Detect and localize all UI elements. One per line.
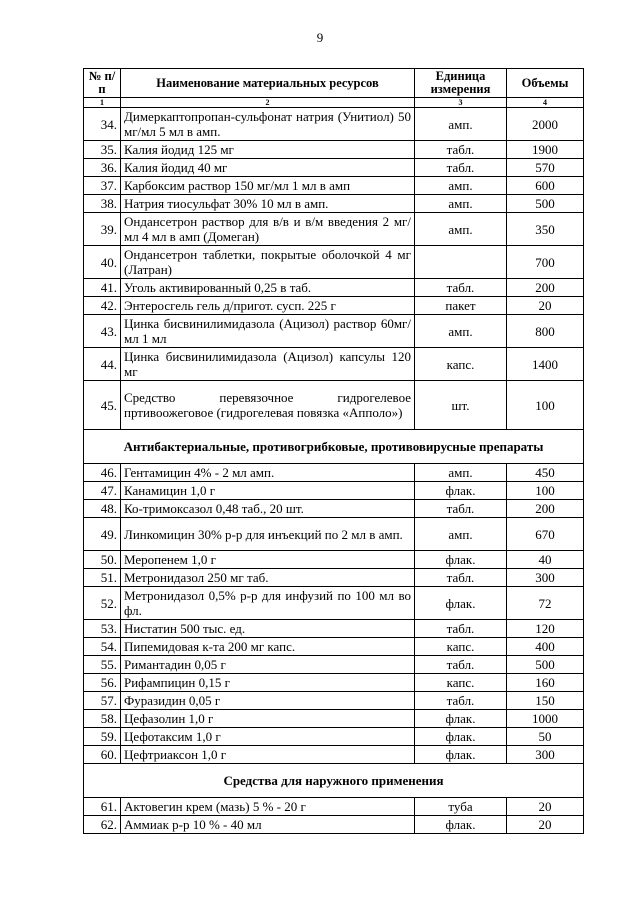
page-number: 9 bbox=[316, 30, 324, 45]
resource-name: Меропенем 1,0 г bbox=[121, 551, 415, 569]
row-number: 60. bbox=[84, 746, 121, 764]
unit-cell: амп. bbox=[415, 108, 507, 141]
table-row bbox=[84, 482, 584, 500]
table-row bbox=[84, 569, 584, 587]
volume-cell: 160 bbox=[507, 674, 584, 692]
volume-cell: 150 bbox=[507, 692, 584, 710]
resource-name: Цефотаксим 1,0 г bbox=[121, 728, 415, 746]
unit-cell: капс. bbox=[415, 674, 507, 692]
column-number: 3 bbox=[415, 98, 507, 108]
table-row bbox=[84, 213, 584, 246]
column-numbers-row bbox=[84, 98, 584, 108]
row-number: 58. bbox=[84, 710, 121, 728]
resource-name: Римантадин 0,05 г bbox=[121, 656, 415, 674]
resource-name: Нистатин 500 тыс. ед. bbox=[121, 620, 415, 638]
unit-cell: туба bbox=[415, 798, 507, 816]
row-number: 56. bbox=[84, 674, 121, 692]
resource-name: Калия йодид 40 мг bbox=[121, 159, 415, 177]
volume-cell: 500 bbox=[507, 195, 584, 213]
unit-cell: табл. bbox=[415, 569, 507, 587]
table-row bbox=[84, 464, 584, 482]
table-row bbox=[84, 746, 584, 764]
volume-cell: 500 bbox=[507, 656, 584, 674]
table-row bbox=[84, 246, 584, 279]
row-number: 57. bbox=[84, 692, 121, 710]
row-number: 55. bbox=[84, 656, 121, 674]
table-row bbox=[84, 656, 584, 674]
volume-cell: 20 bbox=[507, 297, 584, 315]
unit-cell: пакет bbox=[415, 297, 507, 315]
row-number: 41. bbox=[84, 279, 121, 297]
unit-cell: флак. bbox=[415, 551, 507, 569]
volume-cell: 800 bbox=[507, 315, 584, 348]
row-number: 47. bbox=[84, 482, 121, 500]
unit-cell: амп. bbox=[415, 518, 507, 551]
table-row bbox=[84, 798, 584, 816]
row-number: 49. bbox=[84, 518, 121, 551]
unit-cell: амп. bbox=[415, 177, 507, 195]
volume-cell: 600 bbox=[507, 177, 584, 195]
resource-name: Ондансетрон таблетки, покрытые оболочкой 4 мг (Латран) bbox=[121, 246, 415, 279]
unit-cell: амп. bbox=[415, 315, 507, 348]
unit-cell: табл. bbox=[415, 500, 507, 518]
volume-cell: 350 bbox=[507, 213, 584, 246]
volume-cell: 400 bbox=[507, 638, 584, 656]
resource-name: Калия йодид 125 мг bbox=[121, 141, 415, 159]
resource-name: Канамицин 1,0 г bbox=[121, 482, 415, 500]
resource-name: Уголь активированный 0,25 в таб. bbox=[121, 279, 415, 297]
row-number: 38. bbox=[84, 195, 121, 213]
table-row bbox=[84, 587, 584, 620]
row-number: 53. bbox=[84, 620, 121, 638]
table-row bbox=[84, 159, 584, 177]
volume-cell: 50 bbox=[507, 728, 584, 746]
row-number: 42. bbox=[84, 297, 121, 315]
volume-cell: 72 bbox=[507, 587, 584, 620]
unit-cell: флак. bbox=[415, 728, 507, 746]
unit-cell: табл. bbox=[415, 656, 507, 674]
row-number: 51. bbox=[84, 569, 121, 587]
unit-cell: амп. bbox=[415, 213, 507, 246]
column-number: 1 bbox=[84, 98, 121, 108]
table-row bbox=[84, 297, 584, 315]
resource-name: Рифампицин 0,15 г bbox=[121, 674, 415, 692]
volume-cell: 20 bbox=[507, 798, 584, 816]
table-header-row bbox=[84, 69, 584, 98]
unit-cell: флак. bbox=[415, 587, 507, 620]
volume-cell: 200 bbox=[507, 500, 584, 518]
row-number: 46. bbox=[84, 464, 121, 482]
resource-name: Натрия тиосульфат 30% 10 мл в амп. bbox=[121, 195, 415, 213]
table-row bbox=[84, 710, 584, 728]
volume-cell: 1900 bbox=[507, 141, 584, 159]
unit-cell: табл. bbox=[415, 141, 507, 159]
volume-cell: 450 bbox=[507, 464, 584, 482]
resource-name: Аммиак р-р 10 % - 40 мл bbox=[121, 816, 415, 834]
table-row bbox=[84, 518, 584, 551]
resource-name: Димеркаптопропан-сульфонат натрия (Унитиол) 50 мг/мл 5 мл в амп. bbox=[121, 108, 415, 141]
header-num: № п/п bbox=[84, 69, 121, 98]
unit-cell: табл. bbox=[415, 159, 507, 177]
unit-cell: табл. bbox=[415, 620, 507, 638]
unit-cell: амп. bbox=[415, 464, 507, 482]
row-number: 52. bbox=[84, 587, 121, 620]
resource-name: Цефазолин 1,0 г bbox=[121, 710, 415, 728]
row-number: 48. bbox=[84, 500, 121, 518]
column-number: 4 bbox=[507, 98, 584, 108]
row-number: 35. bbox=[84, 141, 121, 159]
volume-cell: 700 bbox=[507, 246, 584, 279]
resource-name: Линкомицин 30% р-р для инъекций по 2 мл в амп. bbox=[121, 518, 415, 551]
unit-cell: табл. bbox=[415, 692, 507, 710]
unit-cell: флак. bbox=[415, 816, 507, 834]
volume-cell: 100 bbox=[507, 381, 584, 430]
volume-cell: 120 bbox=[507, 620, 584, 638]
volume-cell: 20 bbox=[507, 816, 584, 834]
table-row bbox=[84, 177, 584, 195]
volume-cell: 2000 bbox=[507, 108, 584, 141]
volume-cell: 300 bbox=[507, 746, 584, 764]
volume-cell: 670 bbox=[507, 518, 584, 551]
row-number: 36. bbox=[84, 159, 121, 177]
resource-name: Цефтриаксон 1,0 г bbox=[121, 746, 415, 764]
row-number: 44. bbox=[84, 348, 121, 381]
resource-name: Ондансетрон раствор для в/в и в/м введения 2 мг/мл 4 мл в амп (Домеган) bbox=[121, 213, 415, 246]
unit-cell bbox=[415, 246, 507, 279]
resource-name: Метронидазол 250 мг таб. bbox=[121, 569, 415, 587]
volume-cell: 200 bbox=[507, 279, 584, 297]
row-number: 54. bbox=[84, 638, 121, 656]
unit-cell: флак. bbox=[415, 482, 507, 500]
resource-name: Актовегин крем (мазь) 5 % - 20 г bbox=[121, 798, 415, 816]
section-heading-row bbox=[84, 764, 584, 798]
resource-name: Цинка бисвинилимидазола (Ацизол) раствор 60мг/мл 1 мл bbox=[121, 315, 415, 348]
materials-table bbox=[83, 68, 584, 834]
unit-cell: табл. bbox=[415, 279, 507, 297]
table-row bbox=[84, 500, 584, 518]
row-number: 39. bbox=[84, 213, 121, 246]
volume-cell: 300 bbox=[507, 569, 584, 587]
table-row bbox=[84, 279, 584, 297]
unit-cell: флак. bbox=[415, 710, 507, 728]
table-row bbox=[84, 141, 584, 159]
unit-cell: капс. bbox=[415, 348, 507, 381]
header-unit: Единица измерения bbox=[415, 69, 507, 98]
volume-cell: 1400 bbox=[507, 348, 584, 381]
volume-cell: 100 bbox=[507, 482, 584, 500]
table-row bbox=[84, 315, 584, 348]
section-title-antibacterial: Антибактериальные, противогрибковые, противовирусные препараты bbox=[84, 430, 584, 464]
resource-name: Средство перевязочное гидрогелевое пртивоожеговое (гидрогелевая повязка «Апполо») bbox=[121, 381, 415, 430]
table-row bbox=[84, 620, 584, 638]
resource-name: Пипемидовая к-та 200 мг капс. bbox=[121, 638, 415, 656]
row-number: 40. bbox=[84, 246, 121, 279]
row-number: 34. bbox=[84, 108, 121, 141]
header-name: Наименование материальных ресурсов bbox=[121, 69, 415, 98]
row-number: 59. bbox=[84, 728, 121, 746]
row-number: 61. bbox=[84, 798, 121, 816]
row-number: 37. bbox=[84, 177, 121, 195]
table-row bbox=[84, 108, 584, 141]
resource-name: Метронидазол 0,5% р-р для инфузий по 100 мл во фл. bbox=[121, 587, 415, 620]
table-row bbox=[84, 816, 584, 834]
resource-name: Карбоксим раствор 150 мг/мл 1 мл в амп bbox=[121, 177, 415, 195]
unit-cell: амп. bbox=[415, 195, 507, 213]
volume-cell: 40 bbox=[507, 551, 584, 569]
table-row bbox=[84, 728, 584, 746]
unit-cell: флак. bbox=[415, 746, 507, 764]
table-row bbox=[84, 551, 584, 569]
header-volume: Объемы bbox=[507, 69, 584, 98]
row-number: 43. bbox=[84, 315, 121, 348]
volume-cell: 1000 bbox=[507, 710, 584, 728]
table-row bbox=[84, 638, 584, 656]
volume-cell: 570 bbox=[507, 159, 584, 177]
row-number: 50. bbox=[84, 551, 121, 569]
row-number: 45. bbox=[84, 381, 121, 430]
unit-cell: шт. bbox=[415, 381, 507, 430]
table-row bbox=[84, 348, 584, 381]
table-row bbox=[84, 692, 584, 710]
resource-name: Фуразидин 0,05 г bbox=[121, 692, 415, 710]
table-row bbox=[84, 674, 584, 692]
unit-cell: капс. bbox=[415, 638, 507, 656]
section-heading-row bbox=[84, 430, 584, 464]
column-number: 2 bbox=[121, 98, 415, 108]
section-title-external: Средства для наружного применения bbox=[84, 764, 584, 798]
resource-name: Ко-тримоксазол 0,48 таб., 20 шт. bbox=[121, 500, 415, 518]
table-row bbox=[84, 381, 584, 430]
resource-name: Гентамицин 4% - 2 мл амп. bbox=[121, 464, 415, 482]
resource-name: Энтеросгель гель д/пригот. сусп. 225 г bbox=[121, 297, 415, 315]
resource-name: Цинка бисвинилимидазола (Ацизол) капсулы 120 мг bbox=[121, 348, 415, 381]
table-row bbox=[84, 195, 584, 213]
row-number: 62. bbox=[84, 816, 121, 834]
